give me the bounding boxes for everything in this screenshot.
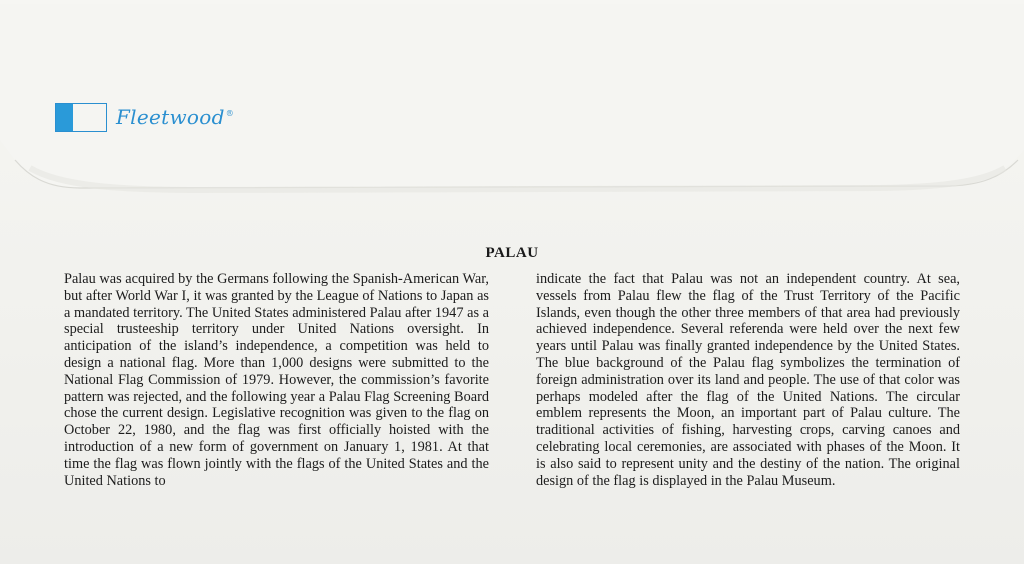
text-column-left: Palau was acquired by the Germans following the Spanish-American War, but after World War I, it was granted by the League of Nations to Japan as a mandated territory. The United States administered Palau after 1947 as a special trusteeship territory under United Nations oversight. In anticipation of the island’s independence, a competition was held to design a national flag. More than 1,000 designs were submitted to the National Flag Commission of 1979. However, the commission’s favorite pattern was rejected, and the following year a Palau Flag Screening Board chose the current design. Legislative recognition was given to the flag on October 22, 1980, and the flag was first officially hoisted with the introduction of a new form of government on January 1, 1981. At that time the flag was flown jointly with the flags of the United States and the United Nations to [64, 271, 489, 489]
logo-box-fill [56, 104, 73, 131]
registered-mark: ® [225, 109, 234, 118]
logo-box-icon [55, 103, 107, 132]
page-title: PALAU [485, 245, 539, 261]
logo-wordmark [116, 105, 234, 129]
logo-brand: Fleetwood [116, 105, 225, 129]
text-column-right: indicate the fact that Palau was not an independent country. At sea, vessels from Palau flew the flag of the Trust Territory of the Pacific Islands, even though the other three members of that area had previously achieved independence. Several referenda were held over the next few years until Palau was finally granted independence by the United States. The blue background of the Palau flag symbolizes the termination of foreign administration over its land and people. The use of that color was perhaps modeled after the flag of the United Nations. The circular emblem represents the Moon, an important part of Palau culture. The traditional activities of fishing, harvesting crops, carving canoes and celebrating local ceremonies, are associated with phases of the Moon. It is also said to represent unity and the destiny of the nation. The original design of the flag is displayed in the Palau Museum. [536, 271, 960, 489]
fleetwood-logo [55, 101, 234, 133]
